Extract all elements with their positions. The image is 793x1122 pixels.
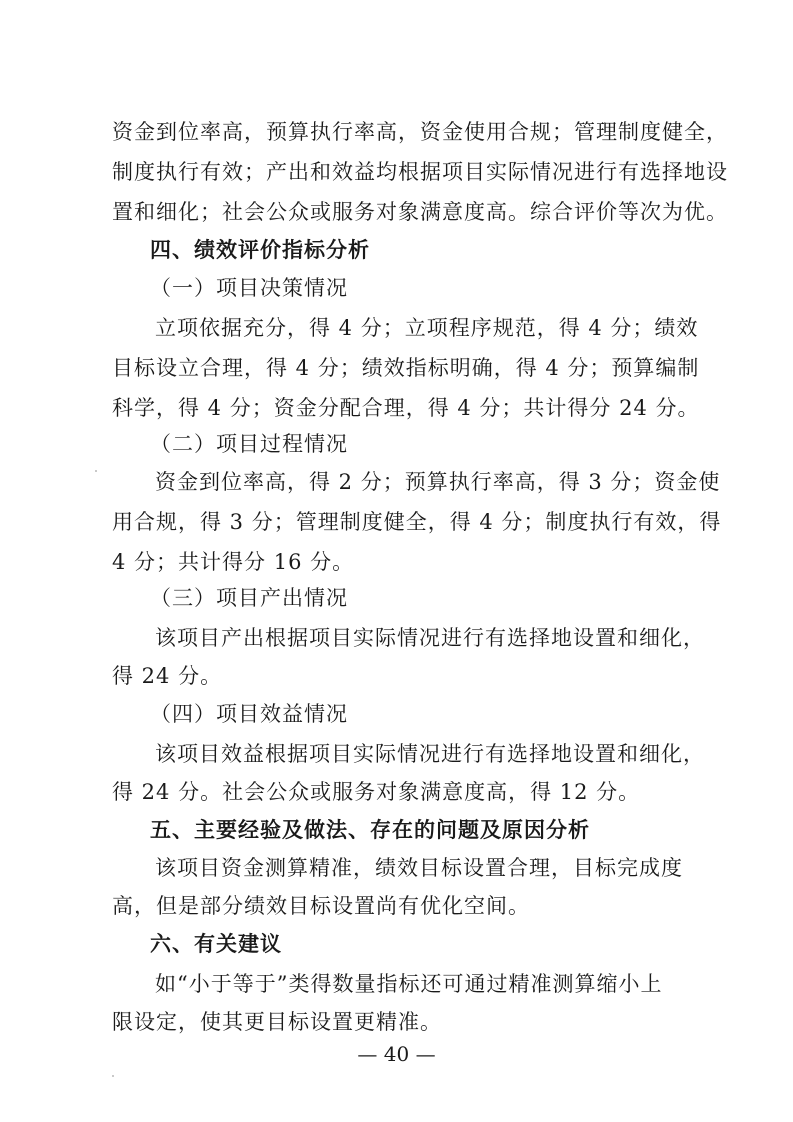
paragraph-line: 如“小于等于”类得数量指标还可通过精准测算缩小上 [155, 972, 663, 996]
subsection-heading: （四）项目效益情况 [150, 702, 348, 726]
paragraph-line: 高，但是部分绩效目标设置尚有优化空间。 [112, 894, 530, 918]
paragraph-line: 置和细化；社会公众或服务对象满意度高。综合评价等次为优。 [112, 200, 728, 224]
paragraph-line: 该项目效益根据项目实际情况进行有选择地设置和细化， [155, 742, 705, 766]
paragraph-line: 立项依据充分，得 4 分；立项程序规范，得 4 分；绩效 [155, 316, 699, 340]
section-heading: 六、有关建议 [150, 932, 282, 956]
paragraph-line: 制度执行有效；产出和效益均根据项目实际情况进行有选择地设 [112, 160, 728, 184]
paragraph-line: 资金到位率高，预算执行率高，资金使用合规；管理制度健全， [112, 120, 728, 144]
section-heading: 五、主要经验及做法、存在的问题及原因分析 [150, 818, 590, 842]
section-heading: 四、绩效评价指标分析 [150, 238, 370, 262]
paragraph-line: 4 分；共计得分 16 分。 [112, 550, 355, 574]
paragraph-line: 用合规，得 3 分；管理制度健全，得 4 分；制度执行有效，得 [112, 510, 722, 534]
subsection-heading: （二）项目过程情况 [150, 432, 348, 456]
scan-speck [112, 1075, 114, 1077]
paragraph-line: 该项目产出根据项目实际情况进行有选择地设置和细化， [155, 626, 705, 650]
paragraph-line: 该项目资金测算精准，绩效目标设置合理，目标完成度 [155, 856, 683, 880]
page-number: — 40 — [357, 1042, 436, 1066]
paragraph-line: 科学，得 4 分；资金分配合理，得 4 分；共计得分 24 分。 [112, 396, 700, 420]
paragraph-line: 得 24 分。 [112, 664, 223, 688]
subsection-heading: （三）项目产出情况 [150, 586, 348, 610]
scan-speck [95, 470, 97, 472]
paragraph-line: 目标设立合理，得 4 分；绩效指标明确，得 4 分；预算编制 [112, 356, 700, 380]
paragraph-line: 得 24 分。社会公众或服务对象满意度高，得 12 分。 [112, 780, 641, 804]
paragraph-line: 资金到位率高，得 2 分；预算执行率高，得 3 分；资金使 [155, 470, 721, 494]
subsection-heading: （一）项目决策情况 [150, 276, 348, 300]
paragraph-line: 限设定，使其更目标设置更精准。 [112, 1010, 442, 1034]
